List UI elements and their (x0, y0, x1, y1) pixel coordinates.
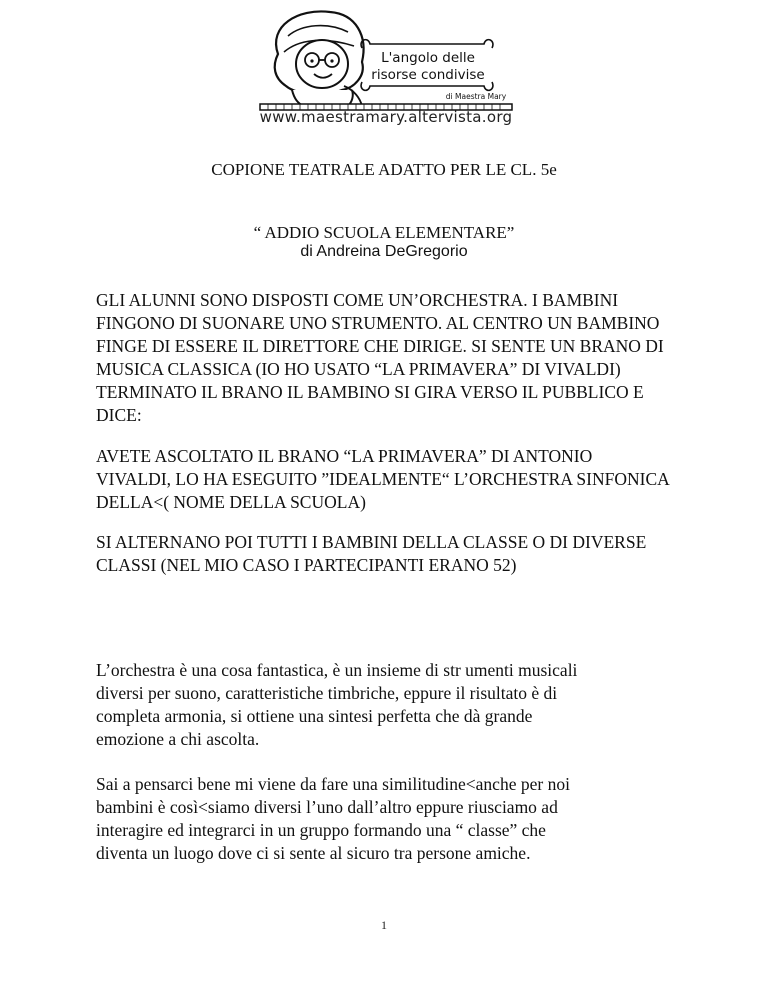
logo-illustration (258, 6, 514, 116)
author-line: di Andreina DeGregorio (300, 243, 468, 260)
play-title: “ ADDIO SCUOLA ELEMENTARE” (253, 223, 515, 242)
paragraph-announcement: AVETE ASCOLTATO IL BRANO “LA PRIMAVERA” DI ANTONIO VIVALDI, LO HA ESEGUITO ”IDEALMENTE“ L’ORCHESTRA SINFONICA DELLA<( NOME DELLA SCUOLA) (96, 446, 670, 512)
logo-text-line2: risorse condivise (371, 67, 485, 83)
site-url: www.maestramary.altervista.org (259, 108, 513, 126)
page-number: 1 (381, 918, 387, 932)
paragraph-orchestra: L’orchestra è una cosa fantastica, è un insieme di str umenti musicali diversi per suono, caratteristiche timbriche, eppure il risultato è di completa armonia, si ottiene una sintesi perfetta che dà grande emozione a chi ascolta. (96, 660, 578, 749)
paragraph-alternation: SI ALTERNANO POI TUTTI I BAMBINI DELLA CLASSE O DI DIVERSE CLASSI (NEL MIO CASO I PARTECIPANTI ERANO 52) (96, 532, 647, 575)
paragraph-similitude: Sai a pensarci bene mi viene da fare una similitudine<anche per noi bambini è così<siamo diversi l’uno dall’altro eppure riusciamo ad interagire ed integrarci in un gruppo formando una “ classe” che diventa un luogo dove ci si sente al sicuro tra persone amiche. (96, 774, 570, 863)
logo-byline: di Maestra Mary (445, 92, 507, 101)
paragraph-stage-directions: GLI ALUNNI SONO DISPOSTI COME UN’ORCHESTRA. I BAMBINI FINGONO DI SUONARE UNO STRUMENTO. AL CENTRO UN BAMBINO FINGE DI ESSERE IL DIRETTORE CHE DIRIGE. SI SENTE UN BRANO DI MUSICA CLASSICA (IO HO USATO “LA PRIMAVERA” DI VIVALDI) TERMINATO IL BRANO IL BAMBINO SI GIRA VERSO IL PUBBLICO E DICE: (96, 290, 664, 425)
logo-text-line1: L'angolo delle (381, 50, 475, 66)
document-subtitle: COPIONE TEATRALE ADATTO PER LE CL. 5e (211, 160, 557, 179)
